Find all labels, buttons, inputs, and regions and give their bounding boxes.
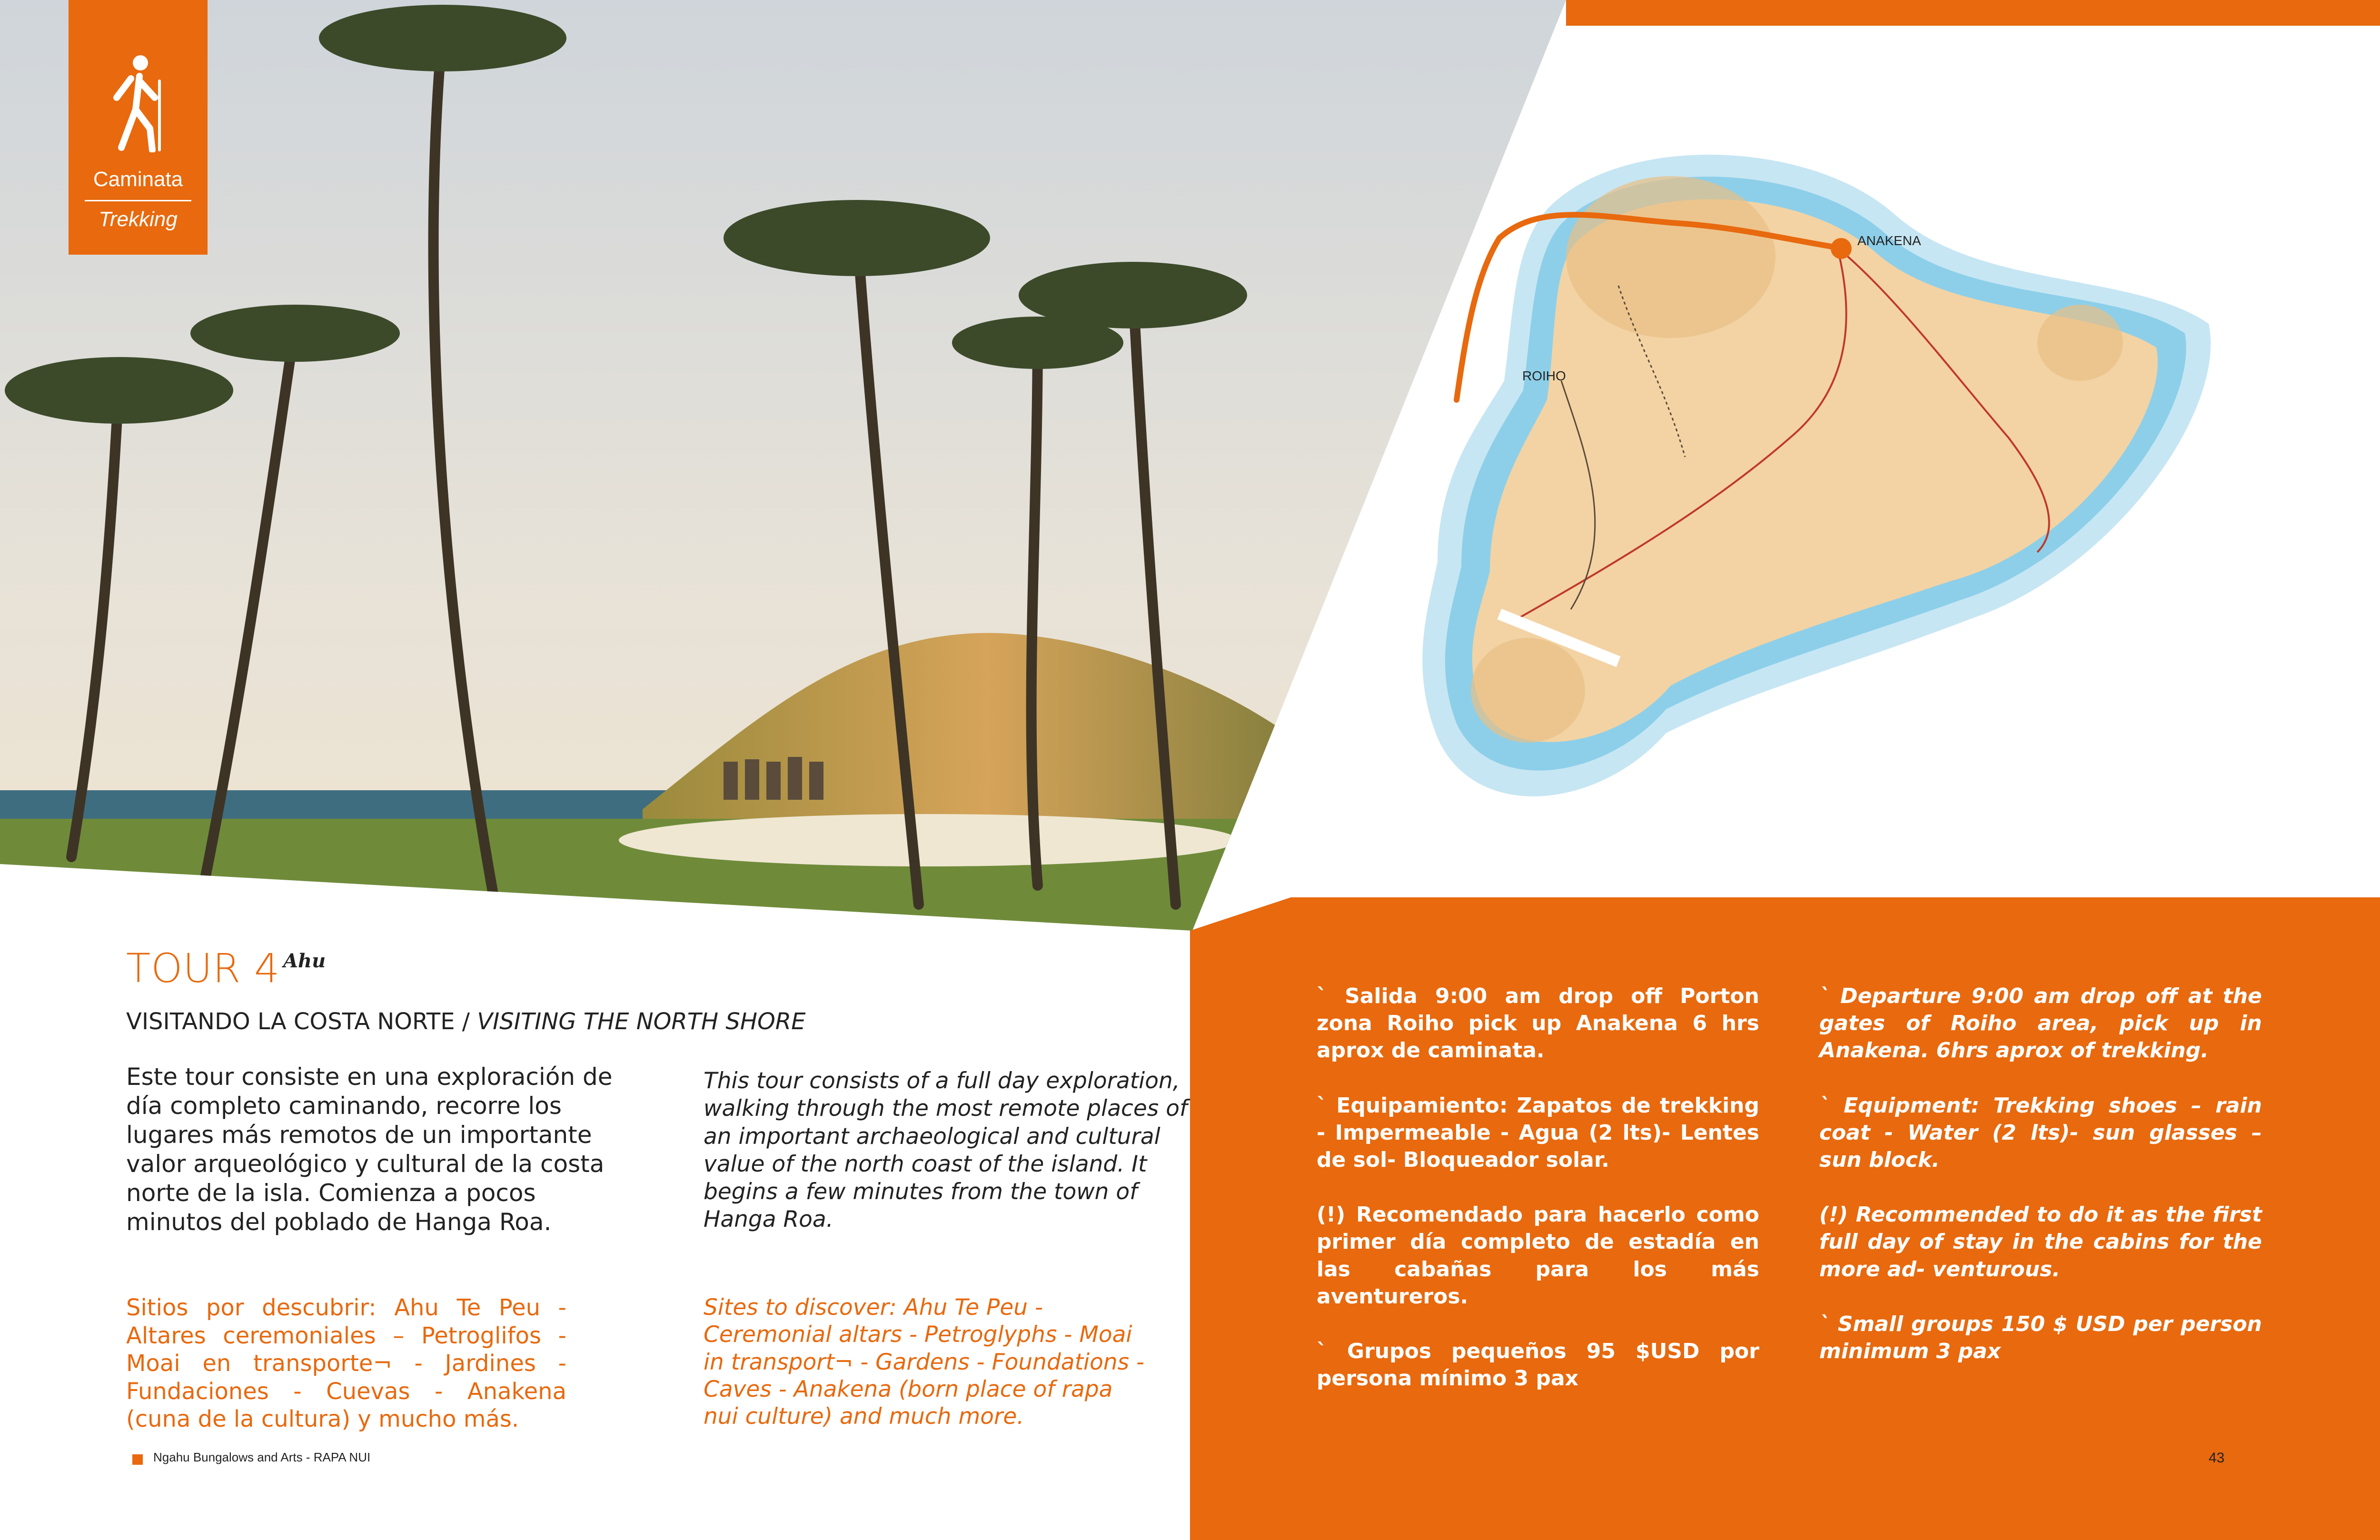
map-crater-b bbox=[2037, 305, 2123, 381]
subtitle-es: VISITANDO LA COSTA NORTE / bbox=[126, 1008, 477, 1035]
description-en: This tour consists of a full day exploration, walking through the most remote places of an important archaeological and cultural value of the north coast of the island. It begins a few minutes from the town of Hanga Roa. bbox=[704, 1068, 1188, 1233]
info-es-recommendation: (!) Recomendado para hacerlo como primer día completo de estadía en las cabañas para los más aventureros. bbox=[1317, 1202, 1759, 1309]
badge-divider bbox=[85, 200, 191, 201]
sites-es: Sitios por descubrir: Ahu Te Peu - Altares ceremoniales – Petroglifos - Moai en transporte¬ - Jardines - Fundaciones - Cuevas - Anakena (cuna de la cultura) y mucho más. bbox=[126, 1294, 566, 1433]
map-label-roiho: ROIHO bbox=[1522, 368, 1566, 383]
hiker-icon bbox=[102, 52, 174, 152]
info-en-departure: ` Departure 9:00 am drop off at the gates of Roiho area, pick up in Anakena. 6hrs aprox of trekking. bbox=[1819, 984, 2262, 1063]
info-es-departure: ` Salida 9:00 am drop off Porton zona Roiho pick up Anakena 6 hrs aprox de caminata. bbox=[1317, 984, 1759, 1063]
badge-subtitle: Trekking bbox=[99, 208, 178, 231]
description-es: Este tour consiste en una exploración de día completo caminando, recorre los lugares más remotos de un importante valor arqueológico y cultural de la costa norte de la isla. Comienza a pocos minutos del poblado de Hanga Roa. bbox=[126, 1063, 613, 1236]
top-accent-bar bbox=[1566, 0, 2380, 26]
info-es bbox=[1317, 983, 1759, 1420]
tour-subtitle bbox=[126, 1008, 805, 1035]
info-en-recommendation: (!) Recommended to do it as the first full day of stay in the cabins for the more ad- venturous. bbox=[1819, 1202, 2262, 1282]
info-en bbox=[1819, 983, 2262, 1392]
badge-title: Caminata bbox=[93, 168, 183, 191]
map-crater-a bbox=[1566, 176, 1775, 338]
info-es-equipment: ` Equipamiento: Zapatos de trekking - Impermeable - Agua (2 lts)- Lentes de sol- Bloqueador solar. bbox=[1317, 1093, 1759, 1172]
subtitle-en: VISITING THE NORTH SHORE bbox=[477, 1008, 806, 1035]
map-label-anakena: ANAKENA bbox=[1857, 233, 1921, 248]
ahu-logo: Ahu bbox=[283, 950, 326, 972]
island-route-map bbox=[1418, 143, 2218, 833]
footer-text: Ngahu Bungalows and Arts - RAPA NUI bbox=[153, 1450, 371, 1464]
info-en-equipment: ` Equipment: Trekking shoes – rain coat - Water (2 lts)- sun glasses – sun block. bbox=[1819, 1093, 2262, 1172]
tour-title: TOUR 4 bbox=[126, 945, 280, 992]
map-crater-c bbox=[1471, 638, 1585, 743]
info-es-price: ` Grupos pequeños 95 $USD por persona mínimo 3 pax bbox=[1317, 1339, 1759, 1391]
footer-bullet bbox=[132, 1454, 143, 1465]
info-en-price: ` Small groups 150 $ USD per person minimum 3 pax bbox=[1819, 1311, 2262, 1363]
anakena-marker bbox=[1831, 238, 1852, 259]
page-number: 43 bbox=[2209, 1450, 2225, 1466]
sites-en: Sites to discover: Ahu Te Peu - Ceremonial altars - Petroglyphs - Moai in transport¬ - Gardens - Foundations - Caves - Anakena (born place of rapa nui culture) and much more. bbox=[704, 1294, 1145, 1430]
